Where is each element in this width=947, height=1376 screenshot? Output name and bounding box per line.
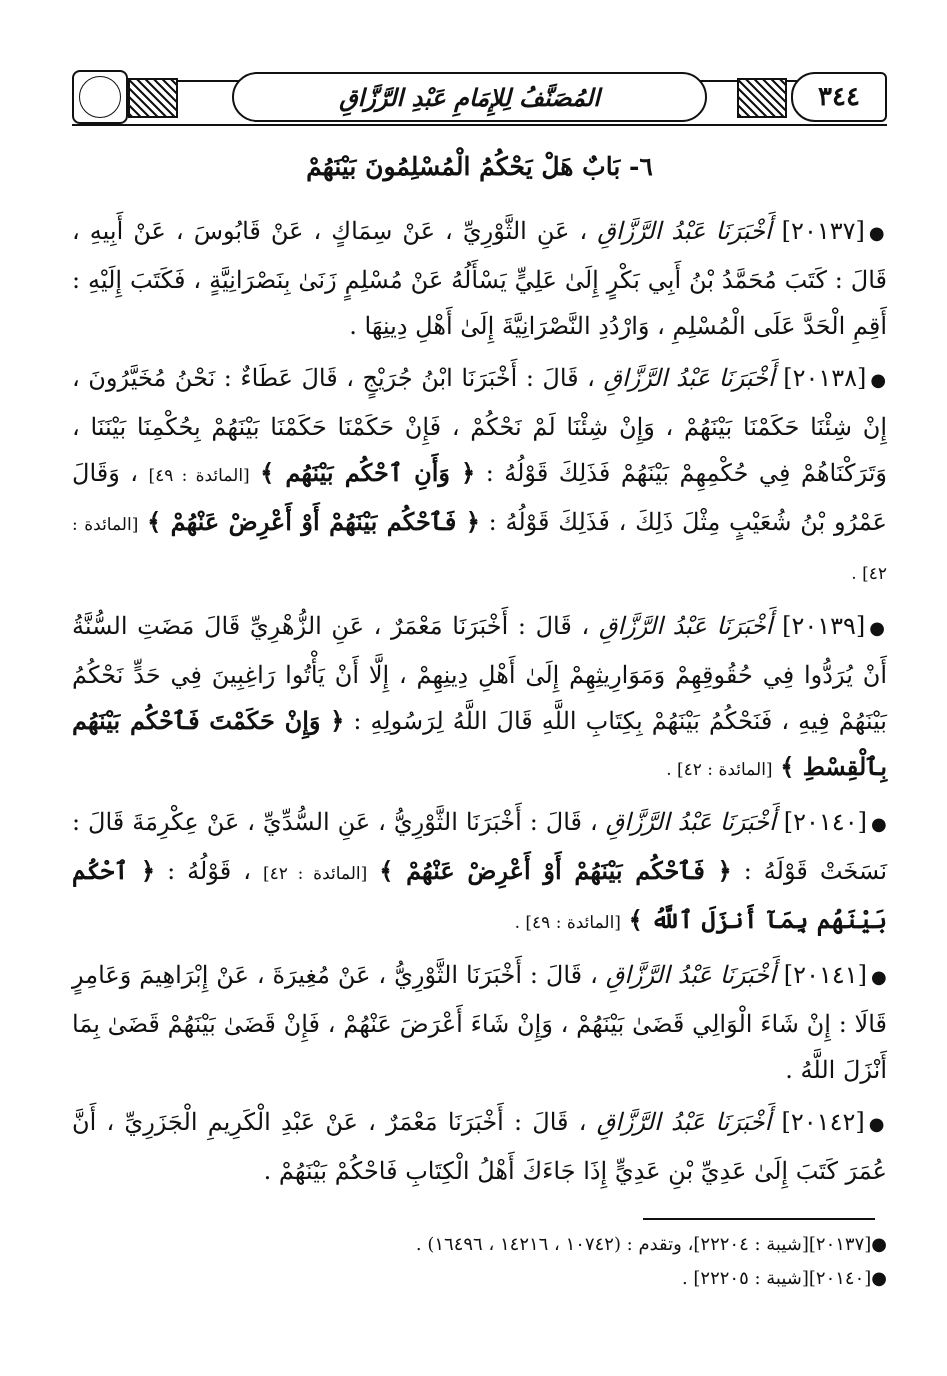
header-ornament-right [737,78,787,118]
isnad-head: أَخْبَرَنَا عَبْدُ الرَّزَّاقِ [597,217,772,245]
chapter-heading: ٦- بَابٌ هَلْ يَحْكُمُ الْمُسْلِمُونَ بَيْنَهُمْ [306,152,653,181]
running-title: المُصَنَّفُ لِلإِمَامِ عَبْدِ الرَّزَّاقِ [339,82,600,112]
footnote-divider [643,1218,875,1220]
quran-reference: [المائدة : ٤٩] [148,466,250,486]
isnad-head: أَخْبَرَنَا عَبْدُ الرَّزَّاقِ [596,1108,772,1136]
hadith-entry [72,799,887,946]
hadith-text: ، قَوْلُهُ : [167,857,251,885]
hadith-number: [٢٠١٣٧] [781,217,865,245]
page-number: ٣٤٤ [818,82,860,112]
footnotes [72,1228,887,1296]
quran-verse: ﴿ وَأَنِ ٱحْكُم بَيْنَهُم ﴾ [260,458,476,487]
isnad-head: أَخْبَرَنَا عَبْدُ الرَّزَّاقِ [598,612,773,640]
bullet-icon: ● [870,370,887,391]
quran-reference: [المائدة : ٤٩] . [514,913,621,933]
page-number-box [791,72,887,122]
hadith-text: ، قَالَ : أَخْبَرَنَا الثَّوْرِيُّ ، عَنْ مُغِيرَةَ ، عَنْ إِبْرَاهِيمَ وَعَامِرٍ قَالَا : إِنْ شَاءَ الْوَالِي قَضَىٰ بَيْنَهُمْ ، وَإِنْ شَاءَ أَعْرَضَ عَنْهُمْ ، فَإِنْ قَضَىٰ بَيْنَهُمْ قَضَىٰ بِمَا أَنْزَلَ اللَّهُ . [72,961,887,1084]
header-ornament-left [128,78,178,118]
hadith-entry [72,1099,887,1194]
quran-reference: [المائدة : ٤٢] . [72,515,887,584]
book-seal-emblem [79,76,121,118]
hadith-entry [72,952,887,1093]
hadith-text: ، قَالَ : أَخْبَرَنَا الثَّوْرِيُّ ، عَنِ السُّدِّيِّ ، عَنْ عِكْرِمَةَ قَالَ : نَسَخَتْ قَوْلَهُ : [72,808,887,885]
hadith-number: [٢٠١٤١] [783,961,867,989]
quran-reference: [المائدة : ٤٢] [262,864,368,884]
quran-reference: [المائدة : ٤٢] . [666,760,773,780]
hadith-entry [72,603,887,793]
quran-verse: ﴿ فَٱحْكُم بَيْنَهُمْ أَوْ أَعْرِضْ عَنْهُمْ ﴾ [147,507,480,536]
hadith-text: ، قَالَ : أَخْبَرَنَا ابْنُ جُرَيْجٍ ، قَالَ عَطَاءٌ : نَحْنُ مُخَيَّرُونَ ، إِنْ شِئْنَا حَكَمْنَا بَيْنَهُمْ ، وَإِنْ شِئْنَا لَمْ نَحْكُمْ ، فَإِنْ حَكَمْنَا حَكَمْنَا بَيْنَهُمْ بِحُكْمِنَا بَيْنَنَا ، وَتَرَكْنَاهُمْ فِي حُكْمِهِمْ بَيْنَهُمْ فَذَلِكَ قَوْلُهُ : [72,364,887,487]
bullet-icon: ● [869,618,888,639]
isnad-head: أَخْبَرَنَا عَبْدُ الرَّزَّاقِ [605,961,776,989]
hadith-text: ، قَالَ : أَخْبَرَنَا مَعْمَرٌ ، عَنْ عَبْدِ الْكَرِيمِ الْجَزَرِيِّ ، أَنَّ عُمَرَ كَتَبَ إِلَىٰ عَدِيِّ بْنِ عَدِيٍّ إِذَا جَاءَكَ أَهْلُ الْكِتَابِ فَاحْكُمْ بَيْنَهُمْ . [72,1108,887,1185]
page-header [72,70,887,128]
hadith-entry [72,355,887,597]
quran-verse: ﴿ فَٱحْكُم بَيْنَهُمْ أَوْ أَعْرِضْ عَنْهُمْ ﴾ [379,856,732,885]
isnad-head: أَخْبَرَنَا عَبْدُ الرَّزَّاقِ [603,364,775,392]
hadith-number: [٢٠١٣٩] [782,612,866,640]
header-rule-bottom [72,124,887,126]
hadith-text: ، وَقَالَ عَمْرُو بْنُ شُعَيْبٍ مِثْلَ ذَلِكَ ، فَذَلِكَ قَوْلُهُ : [72,459,887,536]
bullet-icon: ● [871,967,888,988]
bullet-icon: ● [870,814,887,835]
hadith-number: [٢٠١٣٨] [783,364,867,392]
footnote: ●[٢٠١٤٠][شيبة : ٢٢٢٠٥] . [681,1268,887,1289]
hadith-number: [٢٠١٤٠] [783,808,867,836]
book-seal-logo [72,70,128,124]
hadith-entry [72,208,887,349]
quran-verse: ﴿ وَإِنْ حَكَمْتَ فَٱحْكُم بَيْنَهُم بِٱلْقِسْطِ ﴾ [72,706,887,781]
hadith-list [72,208,887,1200]
bullet-icon: ● [868,223,887,244]
hadith-number: [٢٠١٤٢] [781,1108,865,1136]
bullet-icon: ● [868,1114,887,1135]
running-title-cartouche [232,72,707,122]
hadith-text: ، عَنِ الثَّوْرِيِّ ، عَنْ سِمَاكٍ ، عَنْ قَابُوسَ ، عَنْ أَبِيهِ ، قَالَ : كَتَبَ مُحَمَّدُ بْنُ أَبِي بَكْرٍ إِلَىٰ عَلِيٍّ يَسْأَلُهُ عَنْ مُسْلِمٍ زَنَىٰ بِنَصْرَانِيَّةٍ ، فَكَتَبَ إِلَيْهِ : أَقِمِ الْحَدَّ عَلَى الْمُسْلِمِ ، وَارْدُدِ النَّصْرَانِيَّةَ إِلَىٰ أَهْلِ دِينِهَا . [72,217,887,340]
footnote: ●[٢٠١٣٧][شيبة : ٢٢٢٠٤]، وتقدم : (١٠٧٤٢ ، ١٤٢١٦ ، ١٦٤٩٦) . [415,1234,887,1255]
hadith-text: ، قَالَ : أَخْبَرَنَا مَعْمَرٌ ، عَنِ الزُّهْرِيِّ قَالَ مَضَتِ السُّنَّةُ أَنْ يُرَدُّوا فِي حُقُوقِهِمْ وَمَوَارِيثِهِمْ إِلَىٰ أَهْلِ دِينِهِمْ ، إِلَّا أَنْ يَأْتُوا رَاغِبِينَ فِي حَدٍّ نَحْكُمُ بَيْنَهُمْ فِيهِ ، فَنَحْكُمُ بَيْنَهُمْ بِكِتَابِ اللَّهِ قَالَ اللَّهُ لِرَسُولِهِ : [72,612,887,735]
isnad-head: أَخْبَرَنَا عَبْدُ الرَّزَّاقِ [605,808,776,836]
quran-verse: ﴿ ٱحْكُم بَيْنَهُم بِمَآ أَنزَلَ ٱللَّهُ ﴾ [72,856,887,934]
